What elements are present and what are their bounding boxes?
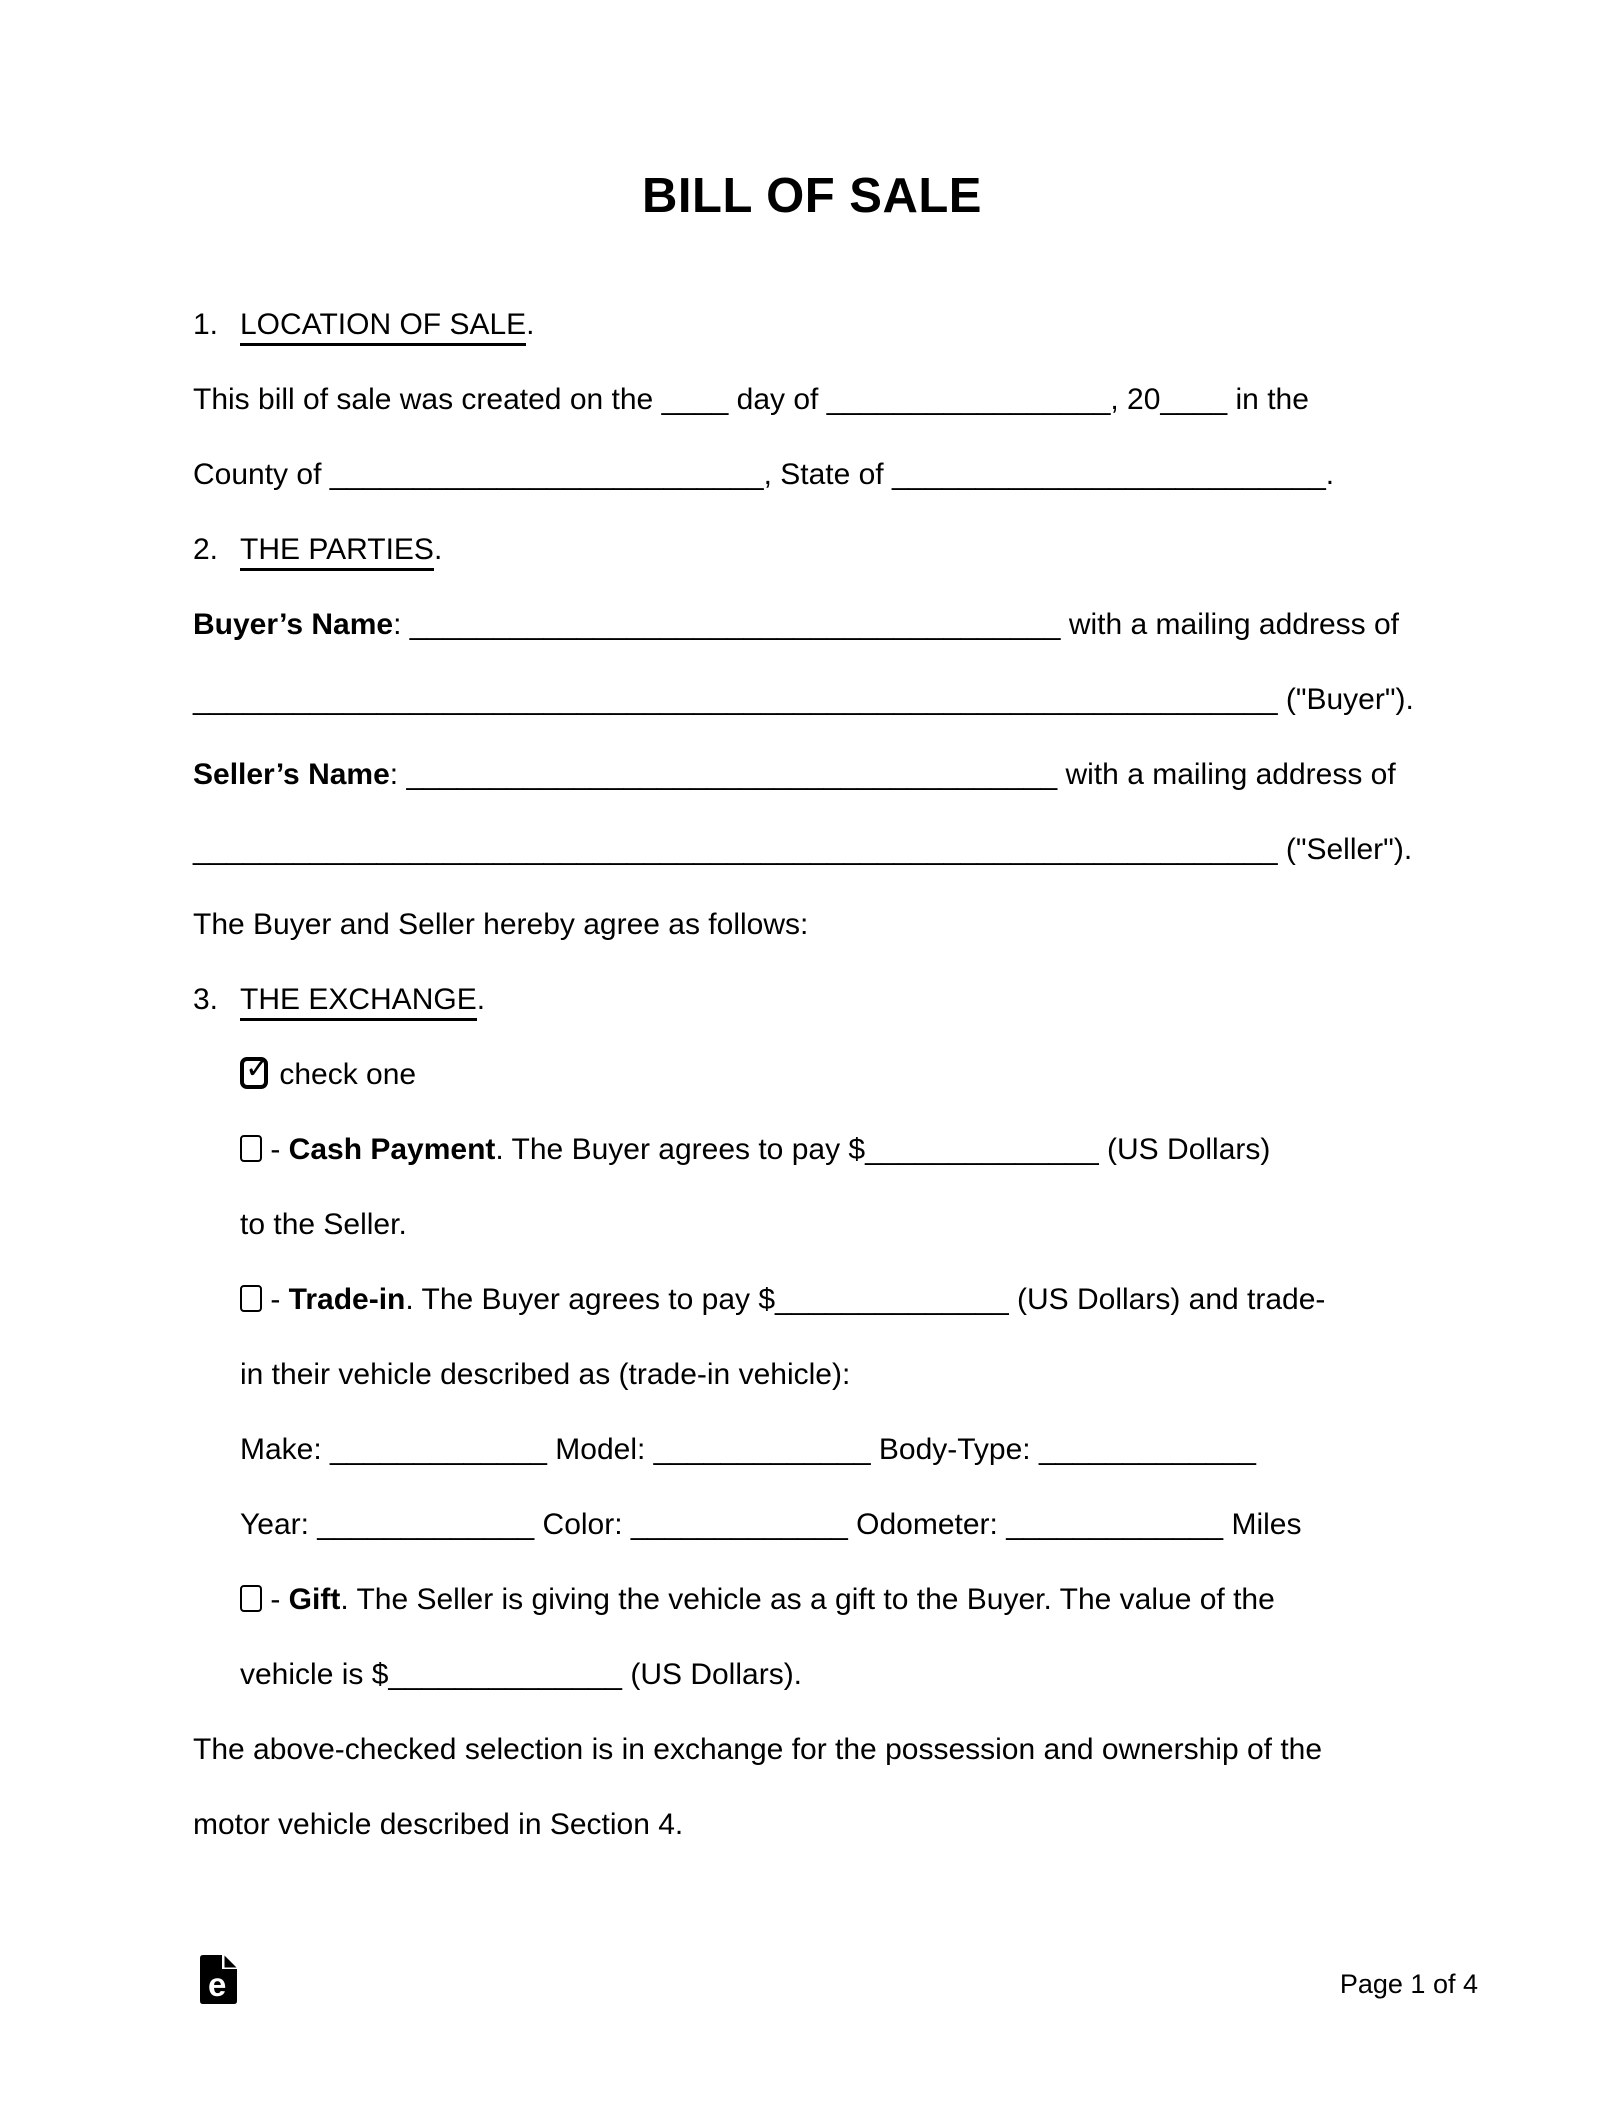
blank-line: _____________ xyxy=(1006,1508,1224,1541)
text-segment: ("Seller"). xyxy=(1277,833,1413,866)
agreement-intro-line xyxy=(193,887,1624,962)
text-segment: . xyxy=(476,983,486,1016)
text-segment: - xyxy=(262,1133,289,1166)
blank-line: _____________ xyxy=(1038,1433,1256,1466)
exchange-closing-line-2 xyxy=(193,1787,1624,1862)
text-segment: with a mailing address of xyxy=(1060,608,1399,641)
text-segment: : xyxy=(389,758,407,791)
text-segment: Odometer: xyxy=(847,1508,1007,1541)
text-segment: Body-Type: xyxy=(870,1433,1039,1466)
section-3-heading xyxy=(193,962,1624,1037)
blank-line: _______________________________________ xyxy=(406,758,1058,791)
checkbox-empty-icon xyxy=(240,1585,262,1612)
text-segment: - xyxy=(262,1583,289,1616)
text-segment: THE PARTIES xyxy=(240,533,434,571)
seller-name-line xyxy=(193,737,1624,812)
text-segment: Cash Payment xyxy=(288,1133,496,1166)
trade-in-line-2 xyxy=(193,1337,1624,1412)
page-number-label: Page 1 of 4 xyxy=(1339,1969,1478,1999)
text-segment: to the Seller. xyxy=(240,1208,407,1241)
section-number: 3. xyxy=(193,983,219,1016)
text-segment: (US Dollars) and trade- xyxy=(1008,1283,1326,1316)
section-1-heading xyxy=(193,287,1624,362)
blank-line: ______________ xyxy=(775,1283,1009,1316)
blank-line: _____________ xyxy=(630,1508,848,1541)
text-segment: in the xyxy=(1227,383,1309,416)
blank-line: _________________________________________________________________ xyxy=(193,833,1278,866)
section-number: 1. xyxy=(193,308,219,341)
gift-line-1 xyxy=(193,1562,1624,1637)
seller-address-line xyxy=(193,812,1624,887)
gift-line-2 xyxy=(193,1637,1624,1712)
cash-payment-line-1 xyxy=(193,1112,1624,1187)
text-segment: : xyxy=(393,608,410,641)
document-lines xyxy=(193,287,1624,1862)
buyer-address-line xyxy=(193,662,1624,737)
check-mark: ✓ xyxy=(245,1052,271,1085)
text-segment: - xyxy=(262,1283,289,1316)
blank-line: _________________ xyxy=(826,383,1111,416)
trade-in-line-1 xyxy=(193,1262,1624,1337)
text-segment: . xyxy=(433,533,443,566)
blank-line: _____________ xyxy=(317,1508,535,1541)
text-segment: Gift xyxy=(288,1583,341,1616)
text-segment: (US Dollars). xyxy=(622,1658,803,1691)
text-segment: Miles xyxy=(1223,1508,1302,1541)
text-segment: Color: xyxy=(534,1508,631,1541)
text-segment: (US Dollars) xyxy=(1098,1133,1271,1166)
text-segment: Seller’s Name xyxy=(193,758,390,791)
trade-in-year-line xyxy=(193,1487,1624,1562)
page-title: BILL OF SALE xyxy=(642,169,982,223)
cash-payment-line-2 xyxy=(193,1187,1624,1262)
trade-in-make-line xyxy=(193,1412,1624,1487)
blank-line: _____________ xyxy=(330,1433,547,1466)
text-segment: with a mailing address of xyxy=(1057,758,1396,791)
buyer-name-line xyxy=(193,587,1624,662)
text-segment: LOCATION OF SALE xyxy=(240,308,526,346)
text-segment: , State of xyxy=(763,458,892,491)
checkbox-checked-icon xyxy=(240,1052,271,1089)
text-segment: day of xyxy=(728,383,827,416)
text-segment: Model: xyxy=(546,1433,654,1466)
section-2-heading xyxy=(193,512,1624,587)
text-segment: check one xyxy=(271,1058,417,1091)
text-segment: Trade-in xyxy=(288,1283,406,1316)
location-sentence-line-1 xyxy=(193,362,1624,437)
blank-line: ______________ xyxy=(865,1133,1099,1166)
text-segment: . The Buyer agrees to pay $ xyxy=(405,1283,776,1316)
logo-letter: e xyxy=(208,1966,227,2003)
checkbox-empty-icon xyxy=(240,1135,262,1162)
text-segment: The Buyer and Seller hereby agree as follows: xyxy=(193,908,809,941)
text-segment: The above-checked selection is in exchange for the possession and ownership of the xyxy=(193,1733,1323,1766)
text-segment: motor vehicle described in Section 4. xyxy=(193,1808,684,1841)
blank-line: _______________________________________ xyxy=(409,608,1061,641)
text-segment: vehicle is $ xyxy=(240,1658,389,1691)
text-segment: Buyer’s Name xyxy=(193,608,394,641)
section-number: 2. xyxy=(193,533,219,566)
text-segment: , 20 xyxy=(1110,383,1161,416)
blank-line: _________________________________________________________________ xyxy=(193,683,1278,716)
blank-line: __________________________ xyxy=(891,458,1326,491)
text-segment: . The Seller is giving the vehicle as a gift to the Buyer. The value of the xyxy=(340,1583,1275,1616)
text-segment: . xyxy=(526,308,535,341)
text-segment: . The Buyer agrees to pay $ xyxy=(495,1133,866,1166)
checkbox-empty-icon xyxy=(240,1285,262,1312)
text-segment: This bill of sale was created on the xyxy=(193,383,662,416)
text-segment: . xyxy=(1325,458,1335,491)
text-segment: ("Buyer"). xyxy=(1277,683,1414,716)
text-segment: Make: xyxy=(240,1433,331,1466)
location-sentence-line-2 xyxy=(193,437,1624,512)
blank-line: ______________ xyxy=(388,1658,622,1691)
eforms-logo-icon xyxy=(200,1955,237,2004)
blank-line: ____ xyxy=(1160,383,1228,416)
text-segment: in their vehicle described as (trade-in vehicle): xyxy=(240,1358,851,1391)
text-segment: County of xyxy=(193,458,330,491)
check-one-line xyxy=(193,1037,1624,1112)
exchange-closing-line-1 xyxy=(193,1712,1624,1787)
text-segment: Year: xyxy=(240,1508,318,1541)
blank-line: _____________ xyxy=(653,1433,871,1466)
blank-line: __________________________ xyxy=(329,458,764,491)
blank-line: ____ xyxy=(661,383,729,416)
text-segment: THE EXCHANGE xyxy=(240,983,477,1021)
